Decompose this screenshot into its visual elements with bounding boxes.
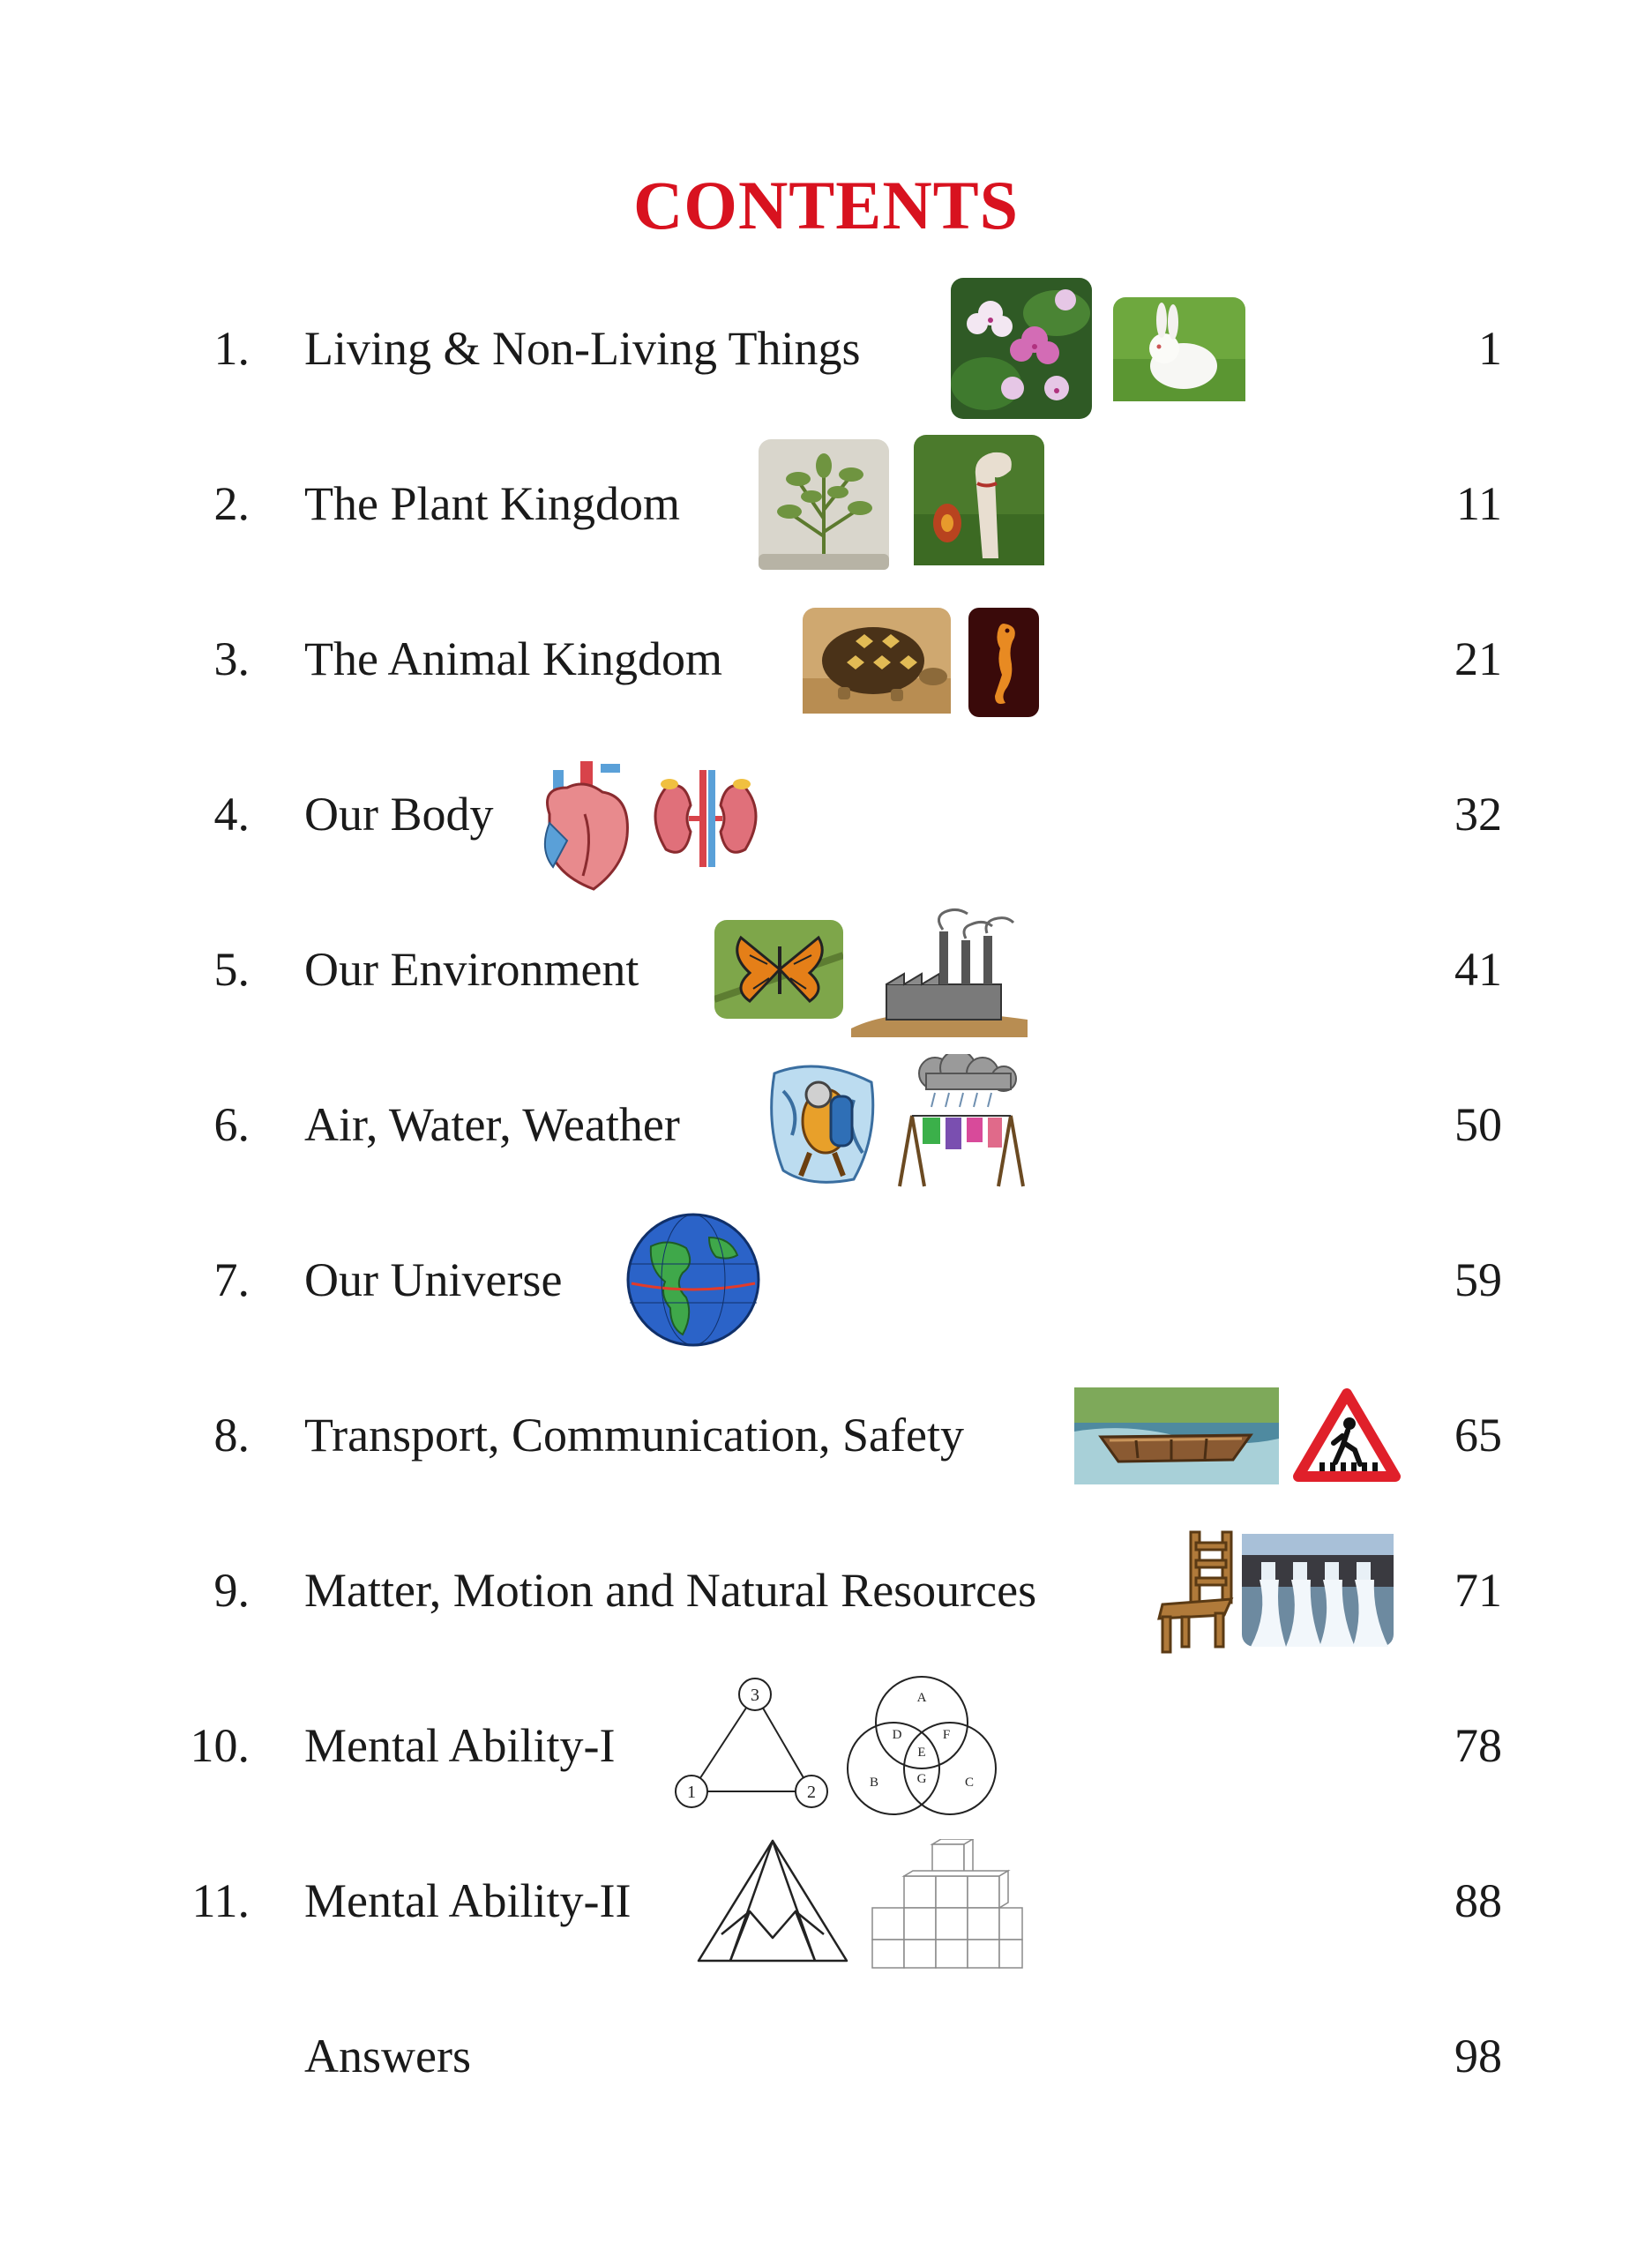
toc-entry-11[interactable] (0, 1823, 1652, 1978)
dam-photo-icon (1242, 1534, 1394, 1647)
entry-title: Transport, Communication, Safety (304, 1409, 964, 1462)
shrub-photo-icon (759, 439, 889, 570)
triangle-graph-diagram-icon (670, 1675, 838, 1813)
toc-entry-10[interactable] (0, 1668, 1652, 1823)
entry-title: Living & Non-Living Things (304, 322, 861, 375)
venn-label: A (916, 1691, 927, 1705)
entry-page: 71 (1454, 1564, 1502, 1617)
node-label: 3 (751, 1686, 759, 1705)
entry-title: The Animal Kingdom (304, 632, 722, 685)
tortoise-photo-icon (803, 608, 951, 714)
entry-page: 88 (1454, 1874, 1502, 1927)
entry-page: 21 (1454, 632, 1502, 685)
toc-entry-6[interactable] (0, 1047, 1652, 1202)
entry-page: 1 (1478, 322, 1502, 375)
node-label: 2 (807, 1783, 816, 1802)
venn-label: F (942, 1728, 951, 1742)
kidneys-illustration-icon (648, 770, 763, 867)
page-title: CONTENTS (632, 167, 1020, 243)
toc-entry-answers[interactable] (0, 1978, 1652, 2134)
entry-number: 1. (213, 322, 250, 375)
entry-number: 4. (213, 788, 250, 841)
toc-entry-7[interactable] (0, 1202, 1652, 1357)
seahorse-photo-icon (968, 608, 1039, 717)
entry-number: 9. (213, 1564, 250, 1617)
entry-number: 5. (213, 943, 250, 996)
butterfly-photo-icon (714, 920, 843, 1019)
entry-page: 78 (1454, 1719, 1502, 1772)
entry-number: 11. (191, 1874, 250, 1927)
entry-page: 59 (1454, 1253, 1502, 1306)
entry-title: The Plant Kingdom (304, 477, 680, 530)
toc-entry-4[interactable] (0, 736, 1652, 892)
entry-title: Mental Ability-II (304, 1874, 632, 1927)
entry-number: 2. (213, 477, 250, 530)
venn-label: C (964, 1776, 975, 1790)
toc-entry-5[interactable] (0, 892, 1652, 1047)
entry-page: 50 (1454, 1098, 1502, 1151)
pedestrian-warning-sign-icon (1293, 1388, 1401, 1484)
venn-label: D (892, 1728, 902, 1742)
entry-number: 10. (190, 1719, 250, 1772)
entry-title: Our Environment (304, 943, 639, 996)
entry-page: 41 (1454, 943, 1502, 996)
toc-entry-3[interactable] (0, 581, 1652, 736)
cubes-diagram-icon (860, 1839, 1028, 1970)
venn-label: E (917, 1746, 926, 1760)
factory-illustration-icon (851, 905, 1028, 1037)
entry-title: Our Universe (304, 1253, 563, 1306)
entry-page: 32 (1454, 788, 1502, 841)
flowers-photo-icon (951, 278, 1092, 419)
toc-entry-1[interactable] (0, 271, 1652, 426)
venn-label: B (869, 1776, 879, 1790)
toc-entry-2[interactable] (0, 426, 1652, 581)
entry-title: Mental Ability-I (304, 1719, 616, 1772)
entry-page: 65 (1454, 1409, 1502, 1462)
toc-entry-8[interactable] (0, 1357, 1652, 1513)
entry-number: 8. (213, 1409, 250, 1462)
entry-title: Answers (304, 2030, 471, 2082)
entry-title: Air, Water, Weather (304, 1098, 680, 1151)
entry-number: 7. (213, 1253, 250, 1306)
entry-page: 11 (1456, 477, 1502, 530)
heart-illustration-icon (532, 752, 636, 893)
node-label: 1 (687, 1783, 696, 1802)
entry-number: 6. (213, 1098, 250, 1151)
venn-label: G (916, 1772, 927, 1786)
rabbit-photo-icon (1113, 297, 1245, 401)
entry-title: Matter, Motion and Natural Resources (304, 1564, 1037, 1617)
boat-photo-icon (1074, 1387, 1279, 1484)
toc-entry-9[interactable] (0, 1513, 1652, 1668)
chair-illustration-icon (1155, 1530, 1235, 1654)
rain-clothesline-illustration-icon (891, 1054, 1032, 1192)
diver-illustration-icon (766, 1056, 878, 1188)
triangle-figure-diagram-icon (695, 1836, 850, 1966)
pitcher-plant-photo-icon (914, 435, 1044, 565)
entry-page: 98 (1454, 2030, 1502, 2082)
entry-title: Our Body (304, 788, 494, 841)
globe-illustration-icon (624, 1211, 762, 1349)
entry-number: 3. (213, 632, 250, 685)
venn-diagram-icon (842, 1671, 1001, 1820)
